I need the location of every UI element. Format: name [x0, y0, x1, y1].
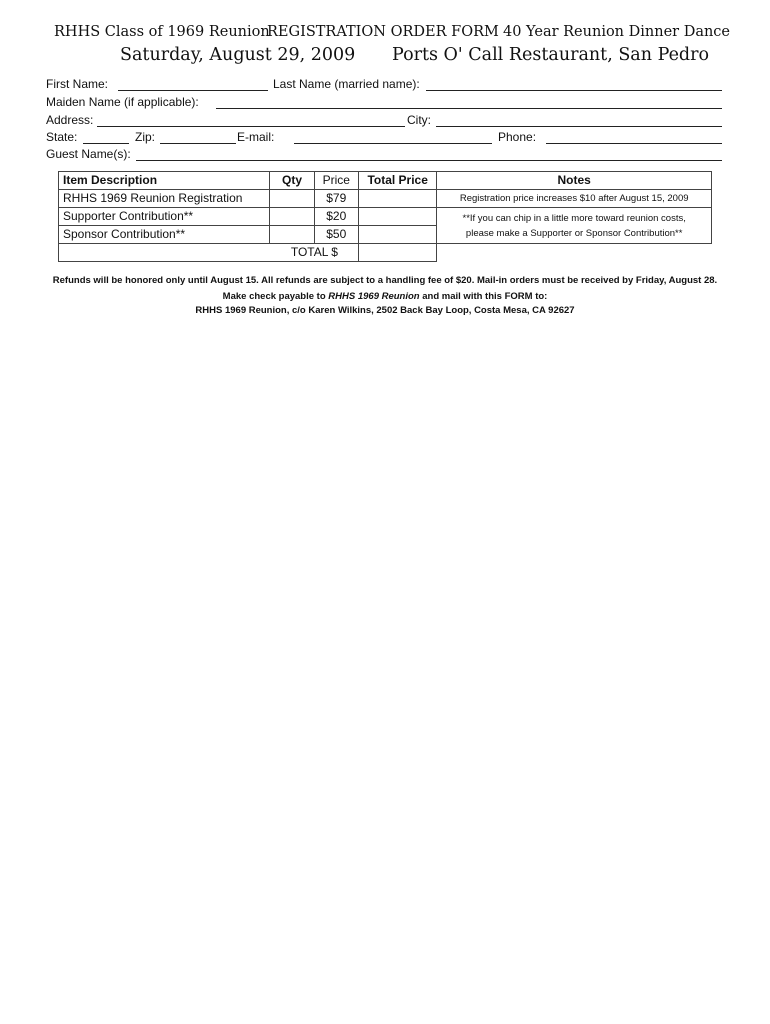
first-name-label: First Name:: [46, 77, 109, 91]
form-title: REGISTRATION ORDER FORM: [267, 24, 499, 40]
row-qty-input[interactable]: [270, 226, 314, 244]
header-line-1: [0, 24, 770, 46]
row-price: $50: [314, 226, 358, 244]
note-contribution-line-1: **If you can chip in a little more toward reunion costs,: [462, 212, 686, 224]
state-label: State:: [46, 130, 78, 144]
row-total-input[interactable]: [358, 208, 436, 226]
header-qty: Qty: [270, 172, 314, 190]
row-price: $20: [314, 208, 358, 226]
state-field[interactable]: [83, 130, 129, 144]
maiden-name-field[interactable]: [216, 95, 722, 109]
table-row: [59, 208, 712, 226]
table-header-row: [59, 172, 712, 190]
note-contribution-line-2: please make a Supporter or Sponsor Contribution**: [465, 227, 683, 239]
grand-total-input[interactable]: [358, 244, 436, 262]
row-total-input[interactable]: [358, 190, 436, 208]
header-line-2: [0, 45, 770, 71]
last-name-label: Last Name (married name):: [273, 77, 420, 91]
city-field[interactable]: [436, 113, 722, 127]
phone-label: Phone:: [498, 130, 537, 144]
event-date: Saturday, August 29, 2009: [120, 45, 356, 65]
row-item: RHHS 1969 Reunion Registration: [59, 190, 270, 208]
address-row: [46, 113, 722, 130]
city-label: City:: [407, 113, 431, 127]
guest-names-label: Guest Name(s):: [46, 147, 131, 161]
mailing-address: RHHS 1969 Reunion, c/o Karen Wilkins, 2502 Back Bay Loop, Costa Mesa, CA 92627: [195, 305, 575, 316]
maiden-row: [46, 95, 722, 112]
first-name-field[interactable]: [118, 77, 268, 91]
address-label: Address:: [46, 113, 94, 127]
phone-field[interactable]: [546, 130, 722, 144]
payable-name: RHHS 1969 Reunion: [328, 291, 420, 302]
state-row: [46, 130, 722, 147]
last-name-field[interactable]: [426, 77, 722, 91]
refund-policy: Refunds will be honored only until August 15. All refunds are subject to a handling fee of $20. Mail-in orders must be received by Friday, August 28.: [52, 275, 718, 286]
guest-row: [46, 147, 722, 164]
event-title: 40 Year Reunion Dinner Dance: [503, 24, 731, 40]
header-price: Price: [314, 172, 358, 190]
guest-names-field[interactable]: [136, 147, 722, 161]
event-venue: Ports O' Call Restaurant, San Pedro: [392, 45, 710, 65]
class-title: RHHS Class of 1969 Reunion: [54, 24, 270, 40]
note-price-increase: Registration price increases $10 after August 15, 2009: [437, 190, 712, 208]
payable-line: Make check payable to RHHS 1969 Reunion and mail with this FORM to:: [222, 291, 548, 302]
total-row: [59, 244, 712, 262]
header-item: Item Description: [59, 172, 270, 190]
order-table: [58, 171, 712, 262]
row-price: $79: [314, 190, 358, 208]
row-qty-input[interactable]: [270, 208, 314, 226]
email-label: E-mail:: [237, 130, 275, 144]
email-field[interactable]: [294, 130, 492, 144]
header-total: Total Price: [358, 172, 436, 190]
note-contribution: [437, 208, 712, 244]
row-item: Sponsor Contribution**: [59, 226, 270, 244]
header-notes: Notes: [437, 172, 712, 190]
zip-label: Zip:: [135, 130, 156, 144]
total-label: TOTAL $: [59, 244, 359, 262]
address-field[interactable]: [97, 113, 405, 127]
name-row: [46, 77, 722, 94]
maiden-name-label: Maiden Name (if applicable):: [46, 95, 199, 109]
zip-field[interactable]: [160, 130, 236, 144]
table-row: [59, 190, 712, 208]
row-total-input[interactable]: [358, 226, 436, 244]
row-item: Supporter Contribution**: [59, 208, 270, 226]
row-qty-input[interactable]: [270, 190, 314, 208]
